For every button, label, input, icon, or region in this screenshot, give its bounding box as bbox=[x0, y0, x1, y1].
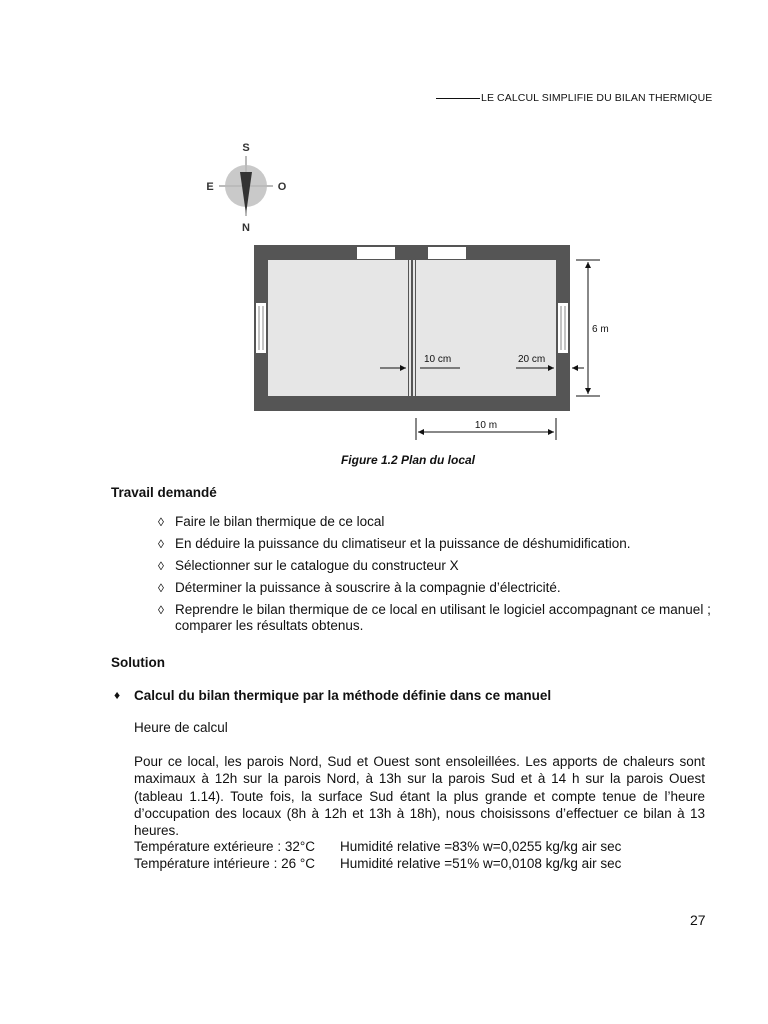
dim-wall-20-label: 20 cm bbox=[518, 354, 546, 365]
diamond-icon: ◊ bbox=[158, 559, 164, 573]
window-left-wall bbox=[256, 303, 266, 353]
body-paragraph: Pour ce local, les parois Nord, Sud et Ouest sont ensoleillées. Les apports de chaleurs sont maximaux à 12h sur la parois Nord, à 13h sur la parois Sud et à 14 h sur la parois Ouest (tableau 1.14). Toute fois, la surface Sud étant la plus grande et compte tenue de l’heure d’occupation des locaux (8h à 12h et 13h à 18h), nous choisissons d’effectuer ce bilan à 13 heures. bbox=[134, 754, 705, 839]
window-right-wall bbox=[558, 303, 568, 353]
floor-plan-figure bbox=[190, 130, 630, 450]
compass-e: E bbox=[206, 181, 214, 193]
diamond-icon: ◊ bbox=[158, 537, 164, 551]
partition-gap-2 bbox=[413, 260, 415, 396]
header-rule bbox=[436, 98, 480, 99]
travail-list bbox=[158, 514, 718, 640]
compass-o: O bbox=[277, 181, 287, 193]
diamond-icon: ◊ bbox=[158, 581, 164, 595]
dim-length-label: 10 m bbox=[474, 420, 498, 431]
compass-icon bbox=[206, 142, 286, 234]
dim-length bbox=[416, 418, 556, 440]
temp-interior: Température intérieure : 26 °C bbox=[134, 856, 315, 872]
list-item: ◊ Faire le bilan thermique de ce local bbox=[158, 514, 385, 529]
table-row bbox=[134, 855, 621, 872]
list-item: ◊ En déduire la puissance du climatiseur et la puissance de déshumidification. bbox=[158, 536, 631, 551]
list-item: ◊ Déterminer la puissance à souscrire à la compagnie d’électricité. bbox=[158, 580, 561, 595]
room-right bbox=[416, 260, 556, 396]
compass-n: N bbox=[242, 222, 250, 234]
partition-gap-1 bbox=[409, 260, 411, 396]
window-top-right bbox=[428, 247, 466, 259]
method-title: Calcul du bilan thermique par la méthode définie dans ce manuel bbox=[134, 688, 552, 703]
heure-heading: Heure de calcul bbox=[134, 720, 228, 735]
dim-height-label: 6 m bbox=[592, 324, 609, 335]
list-item: ◊ Sélectionner sur le catalogue du constructeur X bbox=[158, 558, 459, 573]
compass-s: S bbox=[242, 142, 250, 154]
list-item: ◊ Reprendre le bilan thermique de ce local en utilisant le logiciel accompagnant ce manuel ; comparer les résultats obtenus. bbox=[158, 602, 711, 633]
table-row bbox=[134, 838, 621, 855]
plan-walls bbox=[254, 245, 570, 411]
window-top-left bbox=[357, 247, 395, 259]
dim-height bbox=[576, 260, 609, 396]
humidity-exterior: Humidité relative =83% w=0,0255 kg/kg air sec bbox=[340, 839, 622, 854]
temperature-table bbox=[134, 838, 621, 873]
room-left bbox=[268, 260, 408, 396]
running-header bbox=[436, 92, 712, 104]
bullet-diamond-icon: ♦ bbox=[114, 688, 121, 702]
diamond-icon: ◊ bbox=[158, 603, 164, 617]
travail-heading: Travail demandé bbox=[111, 485, 217, 500]
temp-exterior: Température extérieure : 32°C bbox=[134, 839, 315, 854]
humidity-interior: Humidité relative =51% w=0,0108 kg/kg air sec bbox=[340, 856, 622, 872]
header-title: LE CALCUL SIMPLIFIE DU BILAN THERMIQUE bbox=[481, 92, 713, 104]
page-number: 27 bbox=[690, 912, 706, 928]
method-heading bbox=[114, 688, 551, 703]
solution-heading: Solution bbox=[111, 655, 165, 670]
dim-wall-10-label: 10 cm bbox=[424, 354, 452, 365]
diamond-icon: ◊ bbox=[158, 515, 164, 529]
figure-caption: Figure 1.2 Plan du local bbox=[340, 453, 476, 467]
